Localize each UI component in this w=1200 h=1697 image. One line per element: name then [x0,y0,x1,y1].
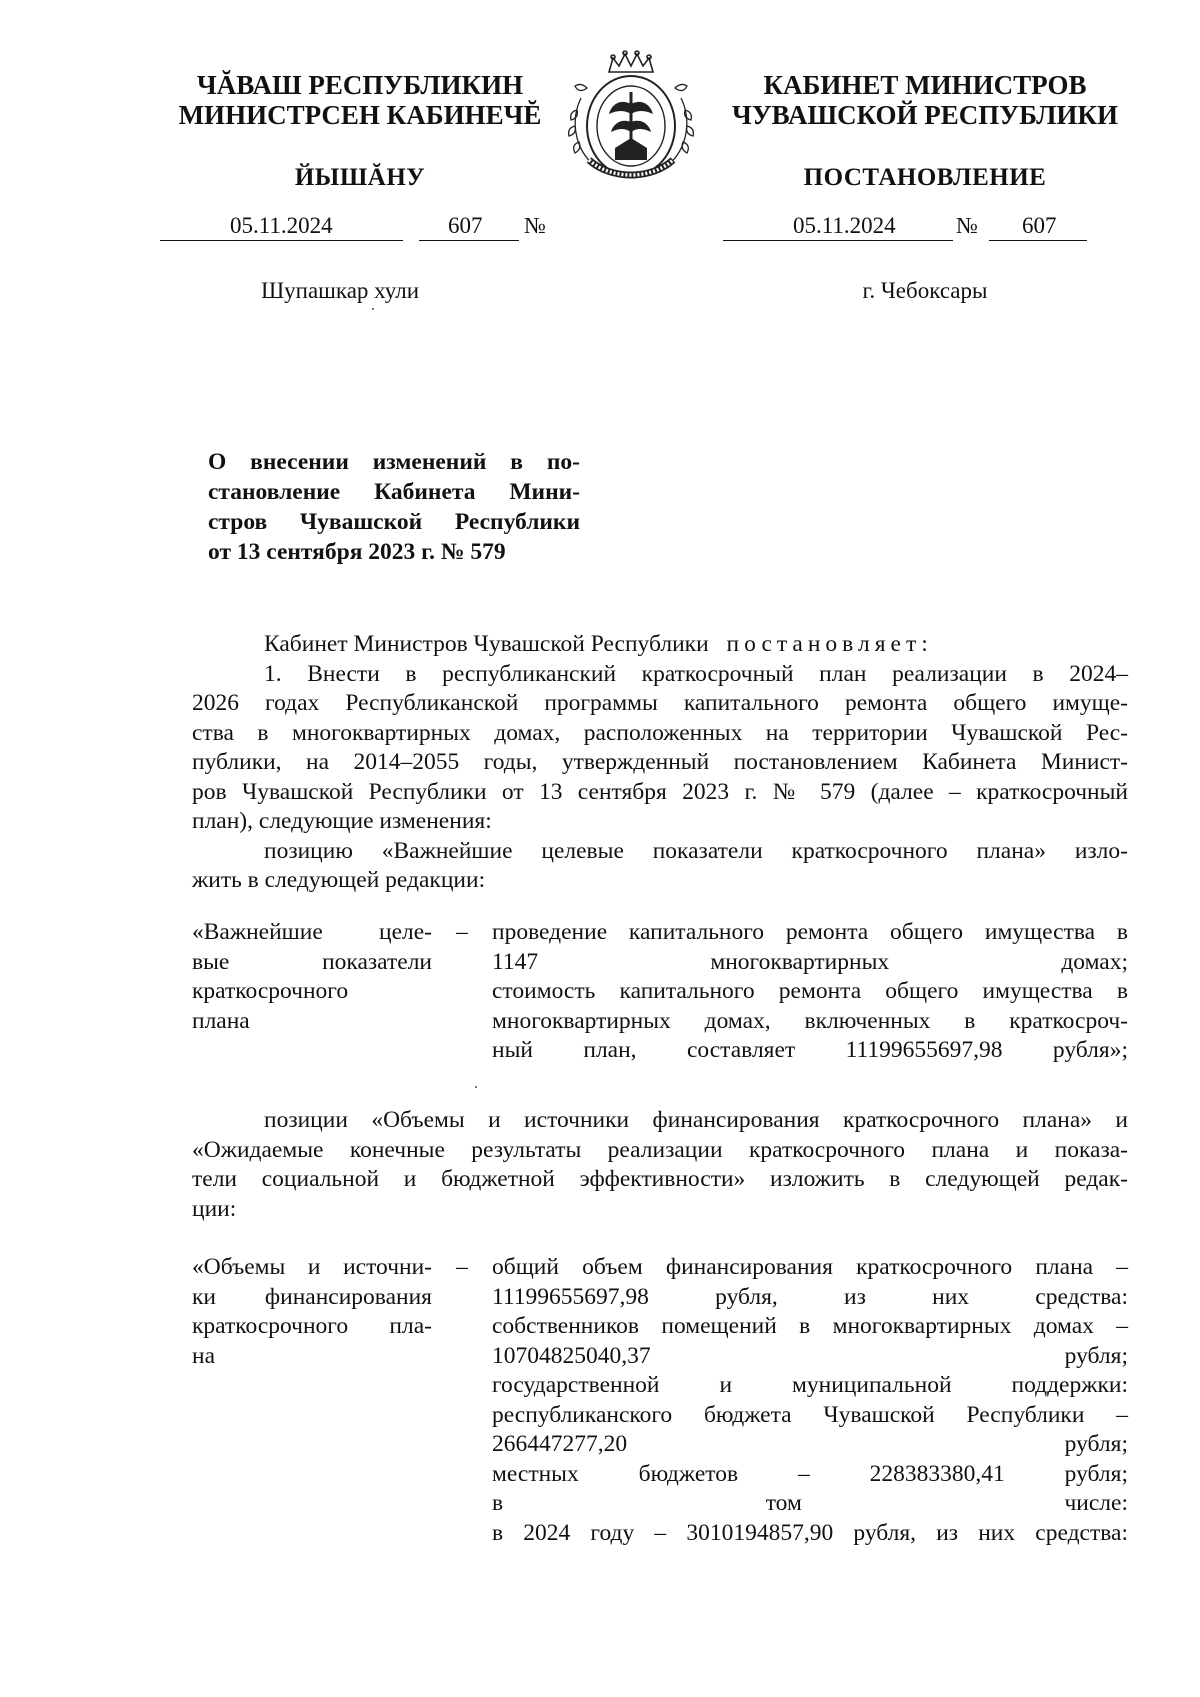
title-line: становление Кабинета Мини- [208,479,580,505]
title-line: О внесении изменений в по- [208,449,580,475]
item-1-line: ства в многоквартирных домах, расположенных на территории Чувашской Рес- [192,719,1128,746]
right-date-underline [723,240,953,241]
intro-decree-word: постановляет: [726,631,933,657]
position-1-label-line: «Важнейшие целе- [192,919,432,945]
left-number-sign: № [524,213,546,238]
intro-lead: Кабинет Министров Чувашской Республики [264,631,709,657]
position-2-text-line: 11199655697,98 рубля, из них средства: [492,1283,1128,1310]
instruction-1-line: жить в следующей редакции: [192,867,486,893]
item-1-line: план), следующие изменения: [192,808,492,834]
body-section-1 [192,630,1128,896]
title-line: от 13 сентября 2023 г. № 579 [208,539,506,565]
instruction-1 [192,837,1128,896]
position-2-text-line: 10704825040,37 рубля; [492,1342,1128,1369]
right-date-number-line [723,213,1128,243]
left-city: Шупашкар хули [260,278,420,303]
position-2-text-line: 266447277,20 рубля; [492,1431,1128,1457]
position-2-text-line: в 2024 году – 3010194857,90 рубля, из них средства: [492,1519,1128,1546]
header-right-line2: ЧУВАШСКОЙ РЕСПУБЛИКИ [732,100,1118,130]
right-city: г. Чебоксары [862,278,988,303]
position-2-text-line: местных бюджетов – 228383380,41 рубля; [492,1460,1128,1487]
header-left-line1: ЧĂВАШ РЕСПУБЛИКИН [196,70,524,100]
position-1-text-line: проведение капитального ремонта общего имущества в [492,919,1128,945]
position-2-text-line: республиканского бюджета Чувашской Республики – [492,1401,1128,1428]
position-1-text [492,918,1128,1066]
chuvash-coat-of-arms-icon [561,48,701,186]
position-2-text-line: в том числе: [492,1490,1128,1516]
left-date: 05.11.2024 [230,213,333,238]
item-1-line: ров Чувашской Республики от 13 сентября 2023 г. № 579 (далее – краткосрочный [192,778,1128,805]
instruction-2-line: тели социальной и бюджетной эффективности» изложить в следующей редак- [192,1166,1128,1192]
item-1 [192,660,1128,837]
instruction-2-line: «Ожидаемые конечные результаты реализации краткосрочного плана и показа- [192,1136,1128,1163]
position-2-label-line: краткосрочного пла- [192,1313,432,1339]
position-2-label-line: на [192,1342,216,1369]
header-right-doc-type: ПОСТАНОВЛЕНИЕ [803,164,1047,191]
scan-speck [372,308,374,310]
position-1-text-line: ный план, составляет 11199655697,98 рубля»; [492,1037,1128,1063]
position-2-text-line: собственников помещений в многоквартирных домах – [492,1313,1128,1339]
position-1-label-line: вые показатели [192,948,432,975]
instruction-2-line: позиции «Объемы и источники финансирования краткосрочного плана» и [264,1107,1128,1133]
header-left-line2: МИНИСТРСЕН КАБИНЕЧĔ [178,100,542,130]
position-financing [192,1253,1128,1573]
position-1-label [192,918,432,1036]
position-2-label [192,1253,432,1371]
scan-speck [475,1086,477,1088]
position-1-label-line: краткосрочного [192,978,349,1004]
right-number: 607 [1022,213,1057,238]
position-1-label-line: плана [192,1007,250,1034]
position-2-label-line: ки финансирования [192,1283,432,1310]
item-1-line: 1. Внести в республиканский краткосрочный план реализации в 2024– [264,660,1128,687]
title-line: стров Чувашской Республики [208,509,580,535]
position-2-text-line: общий объем финансирования краткосрочного плана – [492,1254,1128,1280]
body-section-2 [192,1106,1128,1224]
position-1-text-line: многоквартирных домах, включенных в краткосроч- [492,1007,1128,1034]
header-chuvash-block [150,70,570,192]
position-2-text [492,1253,1128,1548]
position-1-text-line: стоимость капитального ремонта общего имущества в [492,978,1128,1004]
instruction-2-line: ции: [192,1195,237,1222]
item-1-line: публики, на 2014–2055 годы, утвержденный постановлением Кабинета Минист- [192,749,1128,775]
right-date: 05.11.2024 [793,213,896,238]
left-number-underline [419,240,519,241]
left-date-underline [160,240,403,241]
left-date-number-line [160,213,560,243]
position-2-text-line: государственной и муниципальной поддержки: [492,1372,1128,1398]
left-number: 607 [448,213,483,238]
position-1-text-line: 1147 многоквартирных домах; [492,948,1128,975]
right-number-underline [989,240,1087,241]
header-left-doc-type: ЙЫШĂНУ [294,164,426,191]
position-1-dash: – [456,919,468,945]
header-russian-block [705,70,1145,192]
position-2-dash: – [456,1254,468,1280]
intro-line [192,630,1128,660]
position-key-indicators [192,918,1128,1068]
item-1-line: 2026 годах Республиканской программы капитального ремонта общего имуще- [192,690,1128,716]
position-2-label-line: «Объемы и источни- [192,1254,432,1280]
right-number-sign: № [956,213,978,238]
document-title [208,447,580,567]
instruction-1-line: позицию «Важнейшие целевые показатели краткосрочного плана» изло- [264,837,1128,864]
header-right-line1: КАБИНЕТ МИНИСТРОВ [763,70,1087,100]
